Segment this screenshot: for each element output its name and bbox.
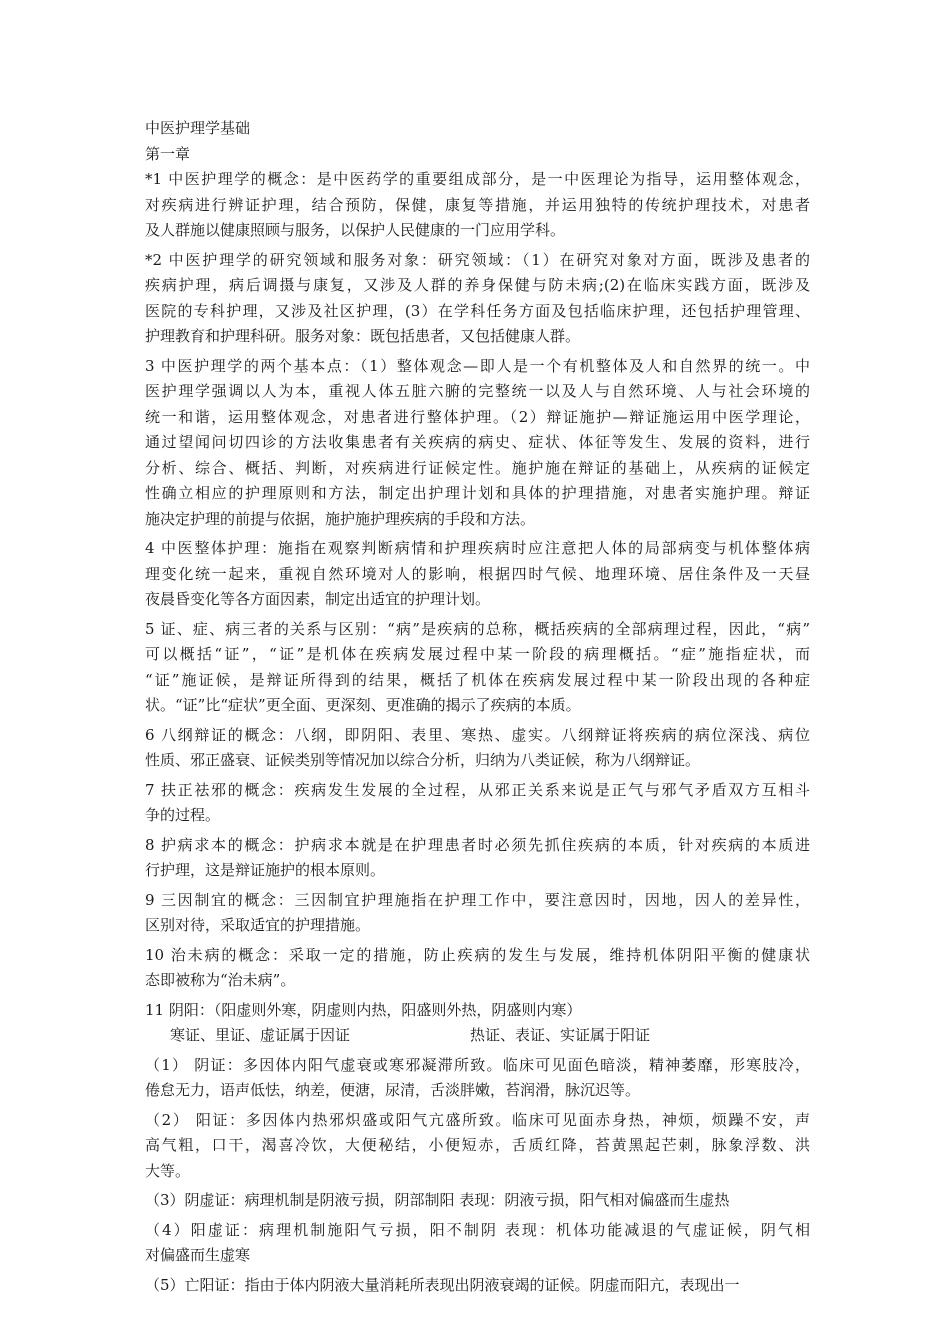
text-line: 6 八纲辩证的概念：八纲，即阴阳、表里、寒热、虚实。八纲辩证将疾病的病位深浅、病位 xyxy=(145,725,810,744)
text-line: 医院的专科护理，又涉及社区护理，(3）在学科任务方面及包括临床护理，还包括护理管理、 xyxy=(145,301,810,320)
text-line: 态即被称为“治未病”。 xyxy=(145,971,296,989)
text-line: （1） 阴证：多因体内阳气虚衰或寒邪凝滞所致。临床可见面色暗淡，精神萎靡，形寒肢冷， xyxy=(145,1055,810,1074)
text-line: 施决定护理的前提与依据，施护施护理疾病的手段和方法。 xyxy=(145,509,536,528)
text-line: 3 中医护理学的两个基本点：（1）整体观念—即人是一个有机整体及人和自然界的统一。中 xyxy=(145,356,810,375)
text-line: 9 三因制宜的概念：三因制宜护理施指在护理工作中，要注意因时，因地，因人的差异性， xyxy=(145,890,810,909)
text-line: 统一和谐，运用整体观念，对患者进行整体护理。（2）辩证施护—辩证施运用中医学理论， xyxy=(145,407,810,426)
text-line: 区别对待，采取适宜的护理措施。 xyxy=(145,916,371,934)
text-line: （4）阳虚证：病理机制施阳气亏损，阳不制阴 表现：机体功能减退的气虚证候，阴气相 xyxy=(145,1220,810,1239)
paragraph xyxy=(145,998,810,1049)
paragraph xyxy=(145,1108,810,1185)
text-line: 性确立相应的护理原则和方法，制定出护理计划和具体的护理措施，对患者实施护理。辩证 xyxy=(145,484,810,502)
text-line: 分析、综合、概括、判断，对疾病进行证候定性。施护施在辩证的基础上，从疾病的证候定 xyxy=(145,458,810,477)
yin-yang-summary-row xyxy=(145,1023,810,1049)
paragraph xyxy=(145,833,810,884)
paragraph xyxy=(145,248,810,350)
text-line: 争的过程。 xyxy=(145,806,221,824)
text-line: 可以概括“证”，“证”是机体在疾病发展过程中某一阶段的病理概括。“症”施指症状，而 xyxy=(145,645,810,663)
text-line: *2 中医护理学的研究领域和服务对象：研究领域：（1）在研究对象对方面，既涉及患者的 xyxy=(145,250,810,269)
text-line: （2） 阳证：多因体内热邪炽盛或阳气亢盛所致。临床可见面赤身热，神烦，烦躁不安，声 xyxy=(145,1110,810,1129)
paragraph xyxy=(145,617,810,719)
paragraph xyxy=(145,723,810,774)
document-title: 中医护理学基础 xyxy=(145,119,251,137)
text-line: *1 中医护理学的概念：是中医药学的重要组成部分，是一中医理论为指导，运用整体观念， xyxy=(145,170,810,188)
text-line: 7 扶正祛邪的概念：疾病发生发展的全过程，从邪正关系来说是正气与邪气矛盾双方互相斗 xyxy=(145,780,810,799)
text-line: 行护理，这是辩证施护的根本原则。 xyxy=(145,861,386,879)
text-line: 10 治未病的概念：采取一定的措施，防止疾病的发生与发展，维持机体阴阳平衡的健康状 xyxy=(145,945,810,964)
text-line: 5 证、症、病三者的关系与区别：“病”是疾病的总称，概括疾病的全部病理过程，因此，“病” xyxy=(145,619,810,638)
paragraph xyxy=(145,888,810,939)
text-line: （3）阴虚证：病理机制是阴液亏损，阴部制阳 表现：阴液亏损，阳气相对偏盛而生虚热 xyxy=(145,1191,730,1209)
text-line: 11 阴阳：（阳虚则外寒，阴虚则内热，阳盛则外热，阴盛则内寒） xyxy=(145,1000,582,1019)
text-line: 性质、邪正盛衰、证候类别等情况加以综合分析，归纳为八类证候，称为八纲辩证。 xyxy=(145,751,701,769)
text-line: 状。“证”比“症状”更全面、更深刻、更准确的揭示了疾病的本质。 xyxy=(145,696,581,714)
document-body xyxy=(145,167,810,1298)
paragraph xyxy=(145,778,810,829)
yin-summary: 寒证、里证、虚证属于因证 xyxy=(170,1026,351,1044)
paragraph xyxy=(145,1188,810,1214)
text-line: “证”施证候，是辩证所得到的结果，概括了机体在疾病发展过程中某一阶段出现的各种症 xyxy=(145,670,810,689)
paragraph xyxy=(145,167,810,244)
text-line: 理变化统一起来，重视自然环境对人的影响，根据四时气候、地理环境、居住条件及一天昼 xyxy=(145,564,810,583)
text-line: 8 护病求本的概念：护病求本就是在护理患者时必须先抓住疾病的本质，针对疾病的本质进 xyxy=(145,835,810,854)
yang-summary: 热证、表证、实证属于阳证 xyxy=(470,1026,651,1044)
paragraph xyxy=(145,1273,810,1299)
text-line: 对疾病进行辨证护理，结合预防，保健，康复等措施，并运用独特的传统护理技术，对患者 xyxy=(145,195,810,214)
text-line: （5）亡阳证：指由于体内阴液大量消耗所表现出阴液衰竭的证候。阴虚而阳亢，表现出一 xyxy=(145,1275,740,1294)
text-line: 通过望闻问切四诊的方法收集患者有关疾病的病史、症状、体征等发生、发展的资料，进行 xyxy=(145,433,810,451)
text-line: 医护理学强调以人为本，重视人体五脏六腑的完整统一以及人与自然环境、人与社会环境的 xyxy=(145,382,810,400)
text-line: 倦怠无力，语声低怯，纳差，便溏，尿清，舌淡胖嫩，苔润滑，脉沉迟等。 xyxy=(145,1081,641,1099)
paragraph xyxy=(145,354,810,533)
text-line: 大等。 xyxy=(145,1161,191,1180)
paragraph xyxy=(145,536,810,613)
text-line: 对偏盛而生虚寒 xyxy=(145,1246,251,1264)
text-line: 及人群施以健康照顾与服务，以保护人民健康的一门应用学科。 xyxy=(145,221,566,239)
text-line: 夜晨昏变化等各方面因素，制定出适宜的护理计划。 xyxy=(145,590,491,608)
chapter-heading: 第一章 xyxy=(145,144,191,163)
text-line: 疾病护理，病后调摄与康复，又涉及人群的养身保健与防未病;(2)在临床实践方面，既涉及 xyxy=(145,276,810,294)
document-page xyxy=(145,116,810,1298)
paragraph xyxy=(145,943,810,994)
paragraph xyxy=(145,1218,810,1269)
text-line: 高气粗，口干，渴喜冷饮，大便秘结，小便短赤，舌质红降，苔黄黑起芒刺，脉象浮数、洪 xyxy=(145,1136,810,1154)
paragraph xyxy=(145,1053,810,1104)
text-line: 4 中医整体护理：施指在观察判断病情和护理疾病时应注意把人体的局部病变与机体整体病 xyxy=(145,539,810,557)
text-line: 护理教育和护理科研。服务对象：既包括患者，又包括健康人群。 xyxy=(145,327,581,345)
